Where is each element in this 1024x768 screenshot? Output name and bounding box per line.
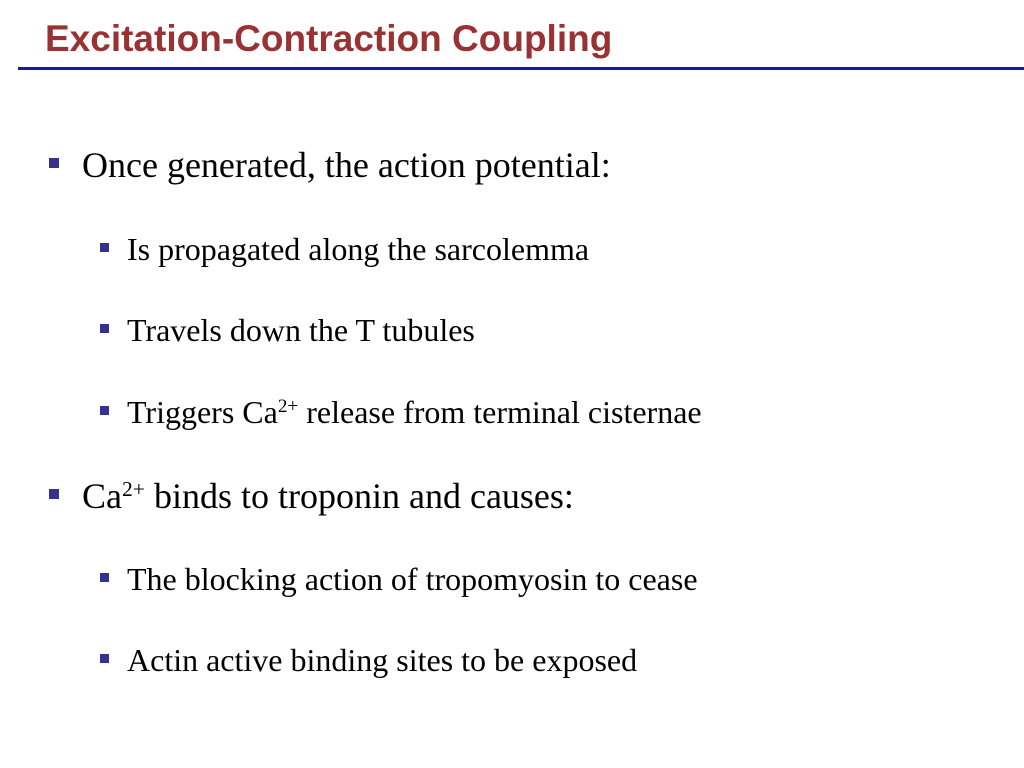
superscript: 2+ [122, 477, 145, 502]
bullet-text: Once generated, the action potential: [82, 145, 611, 185]
text-segment: Ca [82, 476, 122, 516]
square-bullet-icon [100, 406, 109, 415]
bullet-text: The blocking action of tropomyosin to cease [127, 561, 698, 597]
bullet-text [127, 392, 702, 432]
bullet-text: Travels down the T tubules [127, 312, 475, 348]
square-bullet-icon [100, 654, 109, 663]
square-bullet-icon [100, 324, 109, 333]
superscript: 2+ [277, 396, 299, 418]
text-segment: Triggers Ca [127, 394, 278, 430]
text-segment: binds to troponin and causes: [144, 476, 574, 516]
square-bullet-icon [100, 573, 109, 582]
bullet-text [82, 476, 574, 516]
square-bullet-icon [49, 489, 59, 499]
bullet-text: Actin active binding sites to be exposed [127, 642, 638, 678]
square-bullet-icon [100, 243, 109, 252]
title-underline [18, 67, 1024, 70]
square-bullet-icon [49, 158, 59, 168]
text-segment: release from terminal cisternae [298, 394, 702, 430]
slide-title: Excitation-Contraction Coupling [45, 18, 613, 59]
bullet-text: Is propagated along the sarcolemma [127, 231, 590, 267]
